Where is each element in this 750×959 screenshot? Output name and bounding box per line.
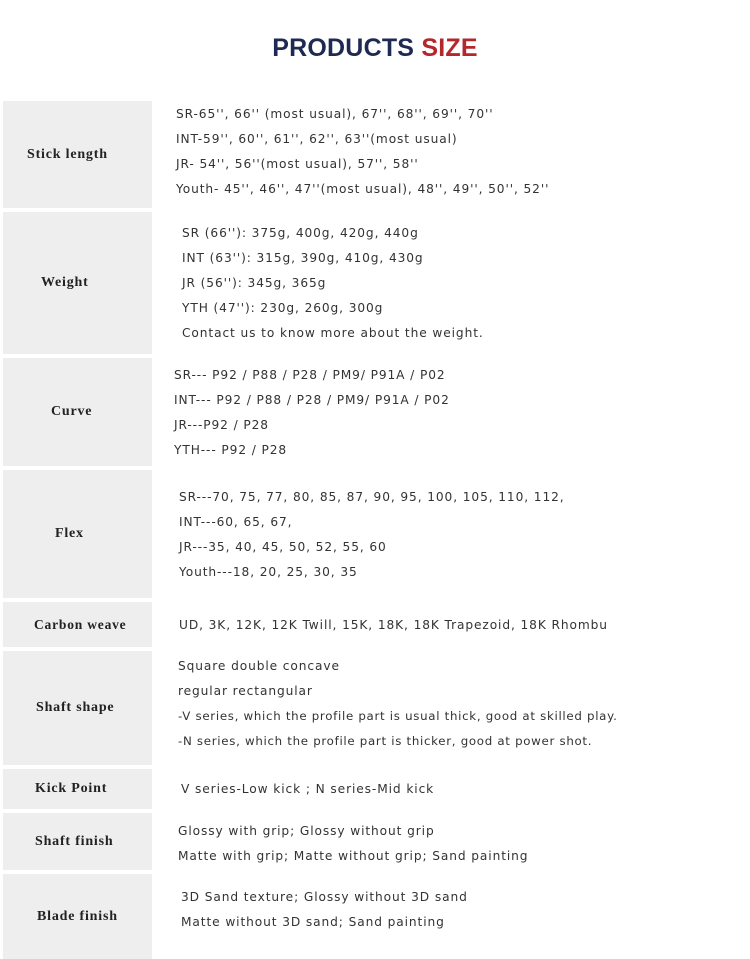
row-values — [152, 813, 747, 870]
value-line: INT--- P92 / P88 / P28 / PM9/ P91A / P02 — [174, 393, 450, 407]
value-line: INT---60, 65, 67, — [179, 515, 293, 529]
value-line: Glossy with grip; Glossy without grip — [178, 824, 435, 838]
value-line: SR--- P92 / P88 / P28 / PM9/ P91A / P02 — [174, 368, 446, 382]
value-line: -V series, which the profile part is usual thick, good at skilled play. — [178, 709, 618, 723]
value-line: SR (66''): 375g, 400g, 420g, 440g — [182, 226, 419, 240]
row-label: Blade finish — [37, 908, 118, 924]
row-label: Carbon weave — [34, 616, 127, 632]
row-values — [152, 470, 747, 598]
value-line: SR---70, 75, 77, 80, 85, 87, 90, 95, 100, 105, 110, 112, — [179, 490, 565, 504]
row-weight — [3, 212, 747, 354]
row-values — [152, 651, 747, 765]
value-line: Matte without 3D sand; Sand painting — [181, 915, 445, 929]
row-label: Shaft finish — [35, 833, 114, 849]
row-values — [152, 602, 747, 647]
value-line: JR---P92 / P28 — [174, 418, 269, 432]
value-line: SR-65'', 66'' (most usual), 67'', 68'', 69'', 70'' — [176, 107, 494, 121]
row-flex — [3, 470, 747, 598]
value-line: Youth- 45'', 46'', 47''(most usual), 48'', 49'', 50'', 52'' — [176, 182, 550, 196]
value-line: Contact us to know more about the weight. — [182, 326, 484, 340]
title-size: SIZE — [421, 34, 478, 62]
title-products: PRODUCTS — [272, 34, 415, 62]
row-label: Weight — [41, 275, 89, 290]
value-line: 3D Sand texture; Glossy without 3D sand — [181, 890, 468, 904]
row-label: Stick length — [27, 146, 108, 162]
value-line: INT-59'', 60'', 61'', 62'', 63''(most usual) — [176, 132, 458, 146]
row-label: Flex — [55, 526, 84, 541]
row-label: Curve — [51, 404, 93, 419]
row-blade-finish — [3, 874, 747, 959]
value-line: -N series, which the profile part is thicker, good at power shot. — [178, 734, 593, 748]
value-line: YTH (47''): 230g, 260g, 300g — [182, 301, 384, 315]
page-title — [0, 34, 750, 63]
value-line: regular rectangular — [178, 684, 313, 698]
row-values — [152, 101, 747, 208]
row-kick-point — [3, 769, 747, 809]
row-curve — [3, 358, 747, 466]
row-label: Shaft shape — [36, 700, 115, 715]
value-line: JR (56''): 345g, 365g — [182, 276, 327, 290]
value-line: V series-Low kick ; N series-Mid kick — [181, 782, 435, 796]
value-line: JR---35, 40, 45, 50, 52, 55, 60 — [179, 540, 387, 554]
row-values — [152, 212, 747, 354]
value-line: INT (63''): 315g, 390g, 410g, 430g — [182, 251, 424, 265]
row-values — [152, 358, 747, 466]
row-shaft-shape — [3, 651, 747, 765]
row-shaft-finish — [3, 813, 747, 870]
row-values — [152, 874, 747, 959]
value-line: YTH--- P92 / P28 — [174, 443, 288, 457]
row-label: Kick Point — [35, 781, 108, 796]
value-line: Square double concave — [178, 659, 340, 673]
row-values — [152, 769, 747, 809]
value-line: Matte with grip; Matte without grip; Sand painting — [178, 849, 529, 863]
value-line: UD, 3K, 12K, 12K Twill, 15K, 18K, 18K Trapezoid, 18K Rhombu — [179, 618, 608, 632]
value-line: JR- 54'', 56''(most usual), 57'', 58'' — [176, 157, 419, 171]
row-stick-length — [3, 101, 747, 208]
row-carbon-weave — [3, 602, 747, 647]
value-line: Youth---18, 20, 25, 30, 35 — [179, 565, 358, 579]
